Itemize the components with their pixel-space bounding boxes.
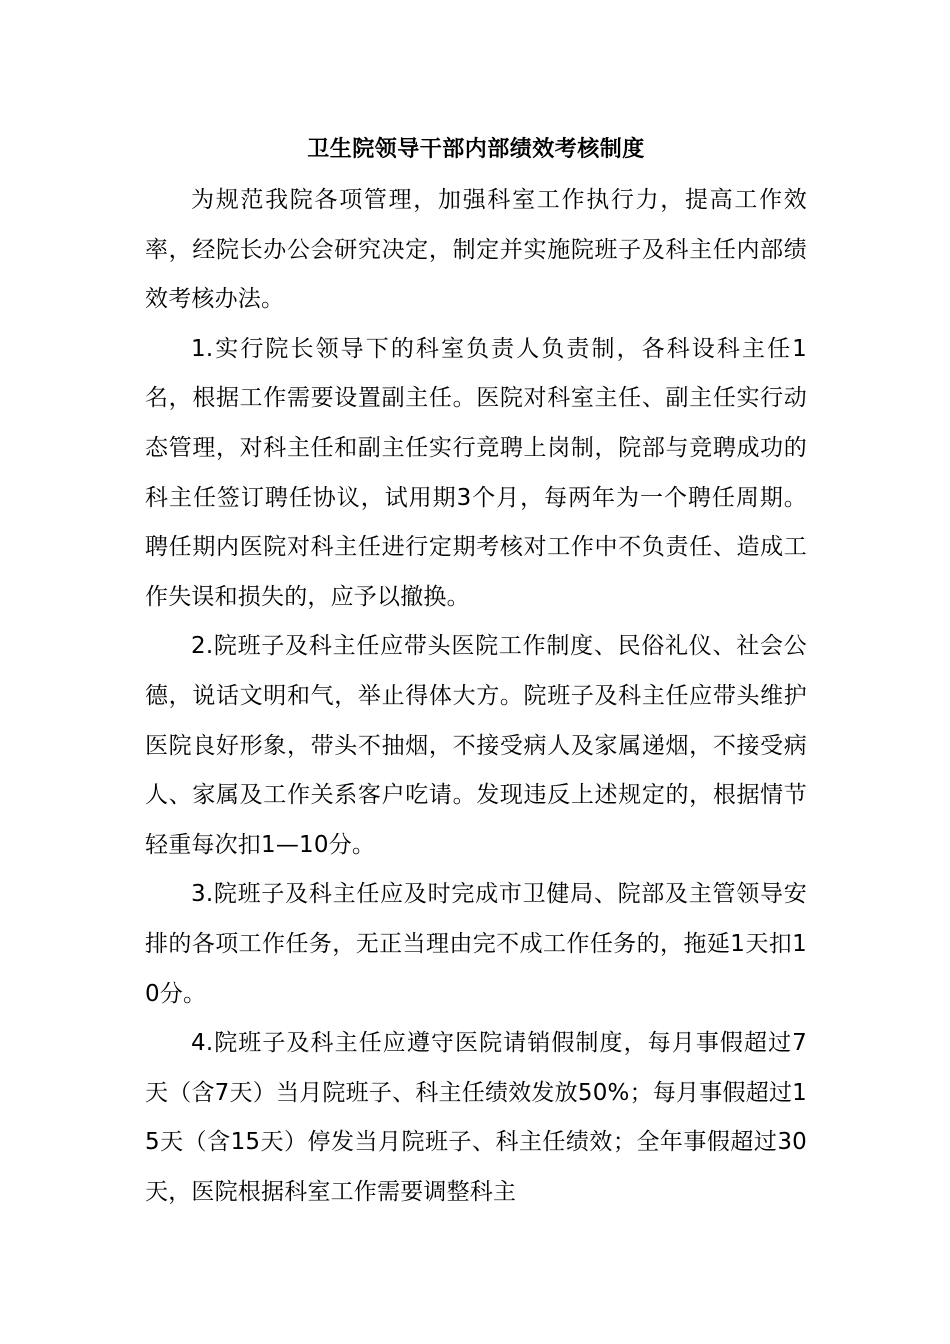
paragraph-item-1: 1.实行院长领导下的科室负责人负责制，各科设科主任1名，根据工作需要设置副主任。医院对科室主任、副主任实行动态管理，对科主任和副主任实行竞聘上岗制，院部与竞聘成功的科主任签订聘任协议，试用期3个月，每两年为一个聘任周期。聘任期内医院对科主任进行定期考核对工作中不负责任、造成工作失误和损失的，应予以撤换。	[145, 335, 807, 610]
paragraph-intro: 为规范我院各项管理，加强科室工作执行力，提高工作效率，经院长办公会研究决定，制定并实施院班子及科主任内部绩效考核办法。	[145, 187, 807, 313]
document-title: 卫生院领导干部内部绩效考核制度	[307, 137, 645, 162]
paragraph-item-3: 3.院班子及科主任应及时完成市卫健局、院部及主管领导安排的各项工作任务，无正当理由完不成工作任务的，拖延1天扣10分。	[145, 881, 807, 1007]
document-page	[145, 130, 807, 1217]
paragraph-item-4: 4.院班子及科主任应遵守医院请销假制度，每月事假超过7天（含7天）当月院班子、科主任绩效发放50%；每月事假超过15天（含15天）停发当月院班子、科主任绩效；全年事假超过30天，医院根据科室工作需要调整科主	[145, 1030, 807, 1205]
paragraph-item-2: 2.院班子及科主任应带头医院工作制度、民俗礼仪、社会公德，说话文明和气，举止得体大方。院班子及科主任应带头维护医院良好形象，带头不抽烟，不接受病人及家属递烟，不接受病人、家属及工作关系客户吃请。发现违反上述规定的，根据情节轻重每次扣1—10分。	[145, 633, 807, 858]
